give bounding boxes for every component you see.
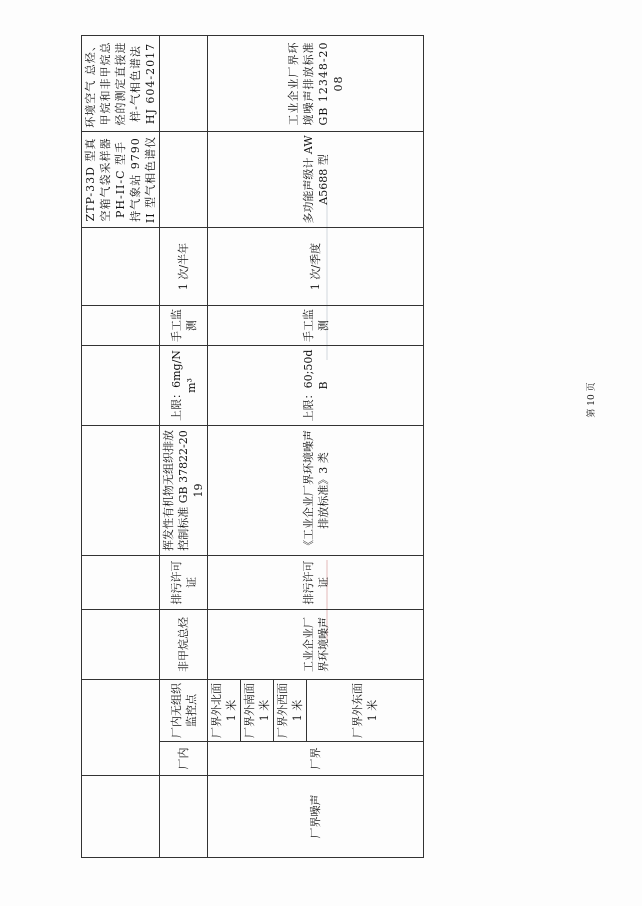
table-cell: ZTP-33D 型真空箱气袋采样器 PH-II-C 型手持气象站 9790II 型气相色谱仪: [82, 132, 160, 228]
table-cell: 厂界外东面 1 米: [307, 680, 424, 742]
table-cell: [160, 132, 208, 228]
table-cell: [82, 556, 160, 610]
table-cell: [160, 776, 208, 858]
table-cell: 排污许可证: [208, 556, 424, 610]
table-cell: [82, 306, 160, 346]
table-cell: [82, 346, 160, 426]
table-cell: 工业企业厂界环境噪声: [208, 610, 424, 680]
table-cell: 厂界噪声: [208, 776, 424, 858]
table-cell: [82, 610, 160, 680]
table-cell: [160, 36, 208, 132]
table-cell: 厂界外北面 1 米: [208, 680, 241, 742]
table-cell: 手工监测: [160, 306, 208, 346]
table-cell: 厂内无组织监控点: [160, 680, 208, 742]
table-cell: [82, 776, 160, 858]
table-cell: 上限：60;50dB: [208, 346, 424, 426]
table-cell: 1 次/半年: [160, 228, 208, 306]
table-cell: 厂界: [208, 742, 424, 776]
table-cell: 《工业企业厂界环境噪声排放标准》3 类: [208, 426, 424, 556]
monitoring-table: [81, 35, 424, 858]
table-cell: 多功能声级计 AWA5688 型: [208, 132, 424, 228]
table-cell: 厂界外西面 1 米: [274, 680, 307, 742]
table-cell: 工业企业厂界环境噪声排放标准 GB 12348-2008: [208, 36, 424, 132]
table-row: [208, 36, 241, 858]
table-cell: [82, 426, 160, 556]
table-cell: [82, 228, 160, 306]
table-cell: 1 次/季度: [208, 228, 424, 306]
table-cell: 上限：6mg/Nm³: [160, 346, 208, 426]
table-cell: 厂界外南面 1 米: [241, 680, 274, 742]
table-row: [82, 36, 160, 858]
table-cell: 非甲烷总烃: [160, 610, 208, 680]
table-cell: 排污许可证: [160, 556, 208, 610]
table-cell: 手工监测: [208, 306, 424, 346]
table-cell: 挥发性有机物无组织排放控制标准 GB 37822-2019: [160, 426, 208, 556]
page-number: 第 10 页: [587, 382, 597, 418]
table-cell: 厂内: [160, 742, 208, 776]
table-cell: [82, 680, 160, 776]
table-cell: 环境空气 总烃、甲烷和非甲烷总烃的测定直接进样-气相色谱法 HJ 604-2017: [82, 36, 160, 132]
rotated-table-wrapper: [81, 36, 378, 858]
table-row: [160, 36, 208, 858]
